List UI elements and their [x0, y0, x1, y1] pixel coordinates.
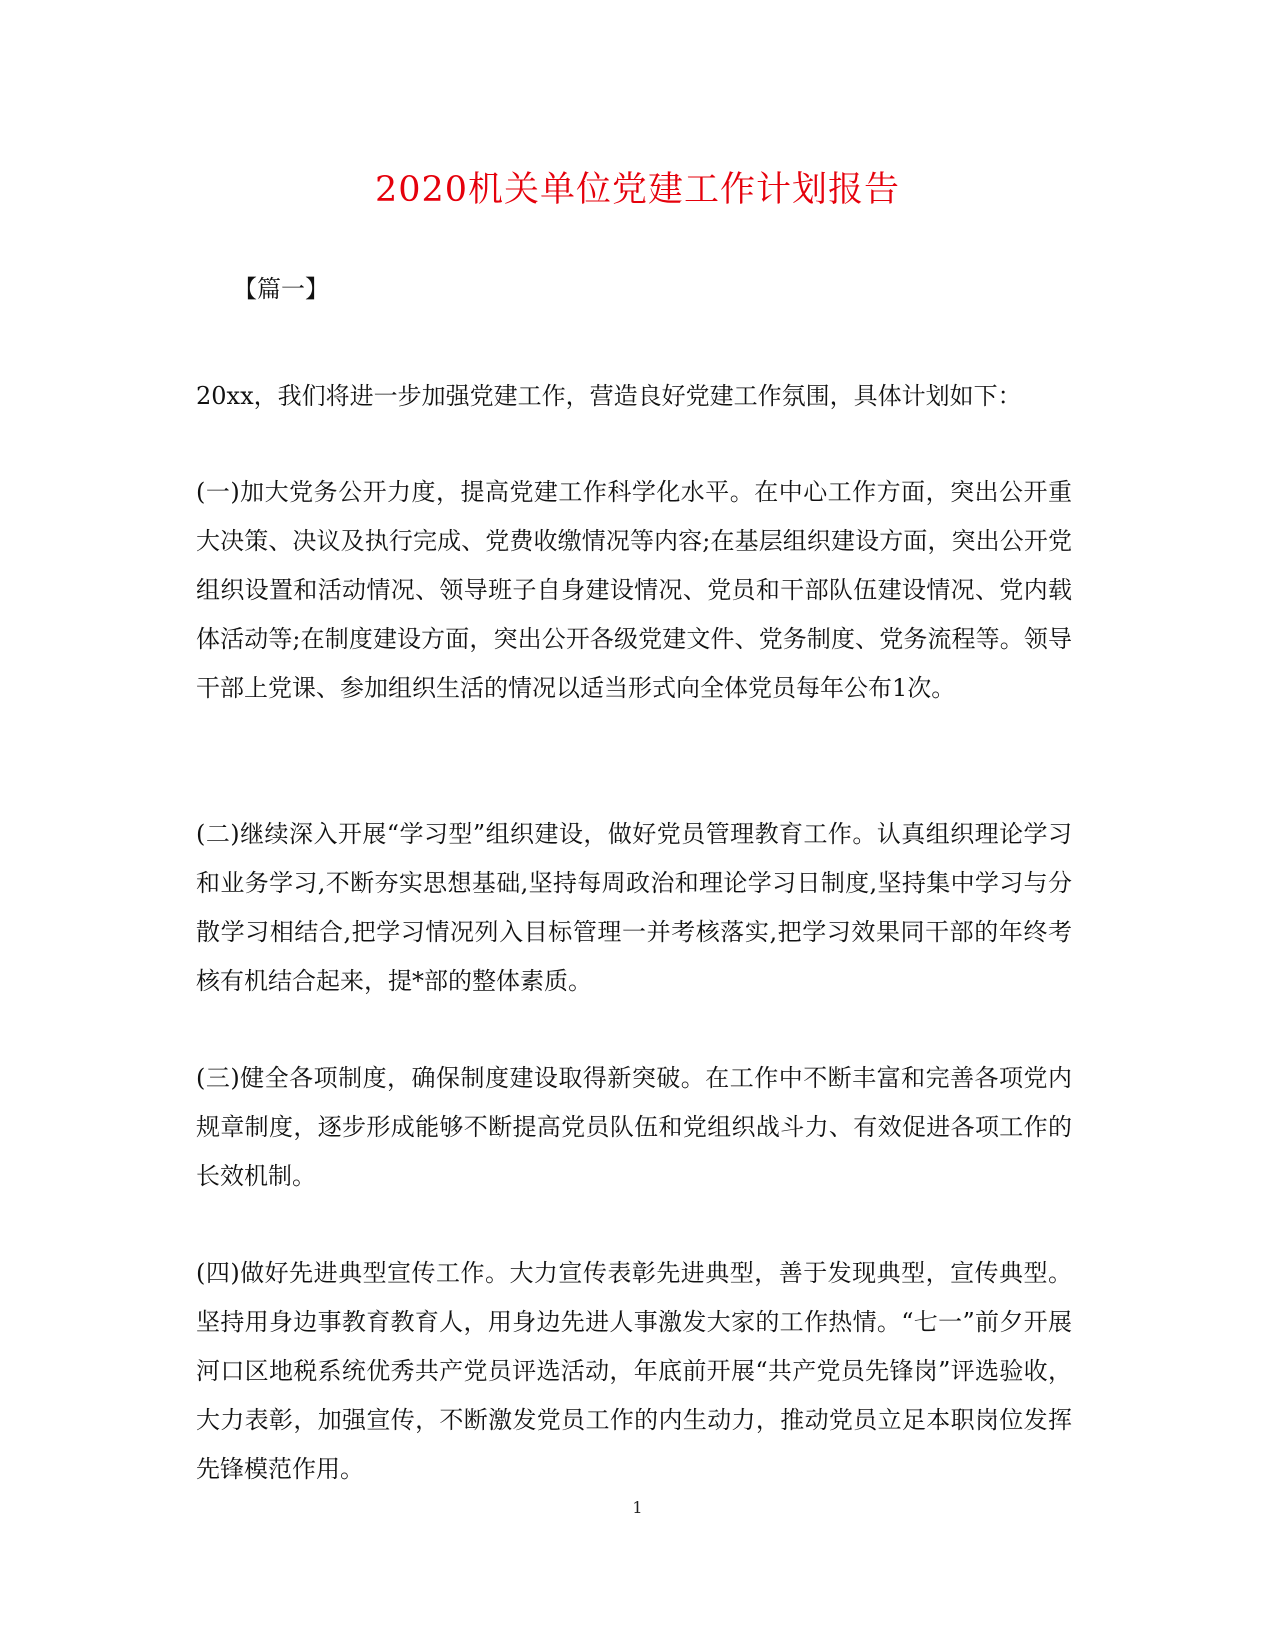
document-title: 2020机关单位党建工作计划报告: [374, 170, 901, 210]
paragraph-3: (三)健全各项制度，确保制度建设取得新突破。在工作中不断丰富和完善各项党内规章制度，逐步形成能够不断提高党员队伍和党组织战斗力、有效促进各项工作的长效机制。: [196, 1064, 1072, 1190]
paragraph-4: (四)做好先进典型宣传工作。大力宣传表彰先进典型，善于发现典型，宣传典型。坚持用身边事教育教育人，用身边先进人事激发大家的工作热情。“七一”前夕开展河口区地税系统优秀共产党员评选活动，年底前开展“共产党员先锋岗”评选验收，大力表彰，加强宣传，不断激发党员工作的内生动力，推动党员立足本职岗位发挥先锋模范作用。: [196, 1259, 1072, 1483]
page-number: 1: [632, 1498, 643, 1517]
paragraph-1: (一)加大党务公开力度，提高党建工作科学化水平。在中心工作方面，突出公开重大决策、决议及执行完成、党费收缴情况等内容;在基层组织建设方面，突出公开党组织设置和活动情况、领导班子自身建设情况、党员和干部队伍建设情况、党内载体活动等;在制度建设方面，突出公开各级党建文件、党务制度、党务流程等。领导干部上党课、参加组织生活的情况以适当形式向全体党员每年公布1次。: [196, 478, 1072, 702]
paragraph-2: (二)继续深入开展“学习型”组织建设，做好党员管理教育工作。认真组织理论学习和业务学习,不断夯实思想基础,坚持每周政治和理论学习日制度,坚持集中学习与分散学习相结合,把学习情况列入目标管理一并考核落实,把学习效果同干部的年终考核有机结合起来，提*部的整体素质。: [196, 820, 1072, 995]
intro-paragraph: 20xx，我们将进一步加强党建工作，营造良好党建工作氛围，具体计划如下：: [196, 382, 1022, 410]
section-marker: 【篇一】: [233, 275, 329, 303]
